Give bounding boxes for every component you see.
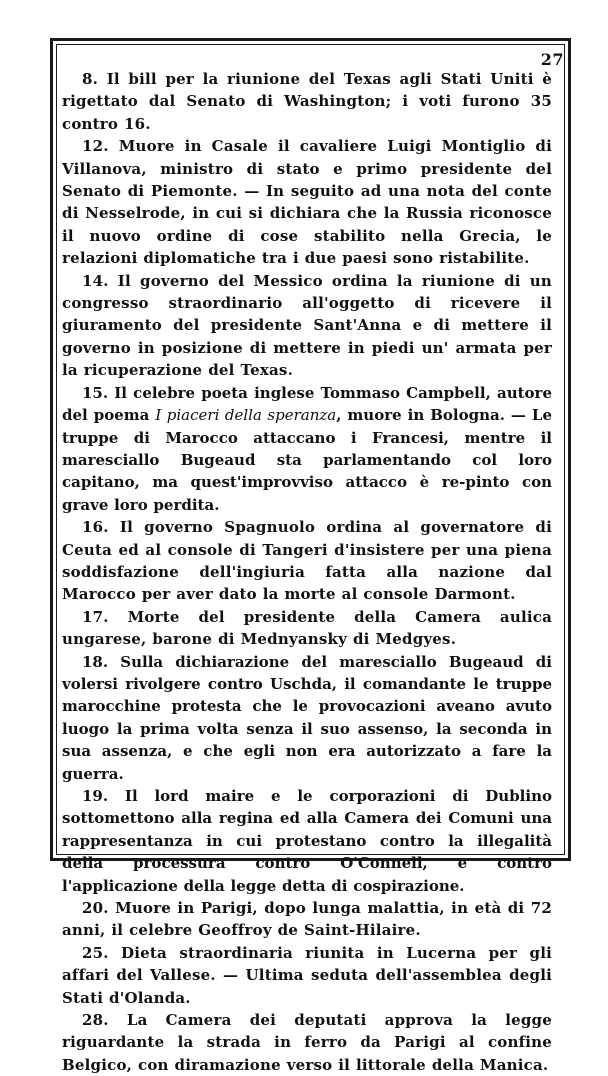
entry-14: 14. Il governo del Messico ordina la riunione di un congresso straordinario all'oggetto di ricevere il giuramento del presidente Sant'Anna e di mettere il governo in posizione di mettere in piedi un' armata per la ricuperazione del Texas.	[62, 271, 552, 380]
page-number: 27	[540, 50, 564, 69]
entry-18: 18. Sulla dichiarazione del maresciallo Bugeaud di volersi rivolgere contro Uschda, il comandante le truppe marocchine protesta che le provocazioni aveano avuto luogo la prima volta senza il suo assenso, la seconda in sua assenza, e che egli non era autorizzato a fare la guerra.	[62, 652, 552, 783]
entry-15-text-end: , muore in Bologna. — Le truppe di Marocco attaccano i Francesi, mentre il maresciallo Bugeaud sta parlamentando col loro capitano, ma quest'improvviso attacco è re-pinto con grave loro perdita.	[62, 406, 552, 514]
entry-25: 25. Dieta straordinaria riunita in Lucerna per gli affari del Vallese. — Ultima seduta dell'assemblea degli Stati d'Olanda.	[62, 943, 552, 1007]
entry-15-text-start: 15. Il celebre poeta inglese Tommaso Campbell, autore del poema	[62, 383, 552, 425]
entry-19: 19. Il lord maire e le corporazioni di Dublino sottomettono alla regina ed alla Camera dei Comuni una rappresentanza in cui protestano contro la illegalità della processura contro O'Connell, e contro l'applicazione della legge detta di cospirazione.	[62, 787, 552, 895]
entry-17: 17. Morte del presidente della Camera aulica ungarese, barone di Mednyansky di Medgyes.	[62, 607, 552, 649]
entry-20: 20. Muore in Parigi, dopo lunga malattia, in età di 72 anni, il celebre Geoffroy de Saint-Hilaire.	[62, 899, 552, 940]
entry-28: 28. La Camera dei deputati approva la legge riguardante la strada in ferro da Parigi al confine Belgico, con diramazione verso il littorale della Manica.	[62, 1011, 552, 1074]
page-body-text	[62, 68, 552, 1076]
poem-title: I piaceri della speranza	[155, 406, 337, 425]
entry-15	[62, 382, 552, 516]
entry-12: 12. Muore in Casale il cavaliere Luigi Montiglio di Villanova, ministro di stato e primo presidente del Senato di Piemonte. — In seguito ad una nota del conte di Nesselrode, in cui si dichiara che la Russia riconosce il nuovo ordine di cose stabilito nella Grecia, le relazioni diplomatiche tra i due paesi sono ristabilite.	[62, 137, 552, 268]
entry-8: 8. Il bill per la riunione del Texas agli Stati Uniti è rigettato dal Senato di Washington; i voti furono 35 contro 16.	[62, 70, 552, 133]
entry-16: 16. Il governo Spagnuolo ordina al governatore di Ceuta ed al console di Tangeri d'insistere per una piena soddisfazione dell'ingiuria fatta alla nazione dal Marocco per aver dato la morte al console Darmont.	[62, 518, 552, 604]
